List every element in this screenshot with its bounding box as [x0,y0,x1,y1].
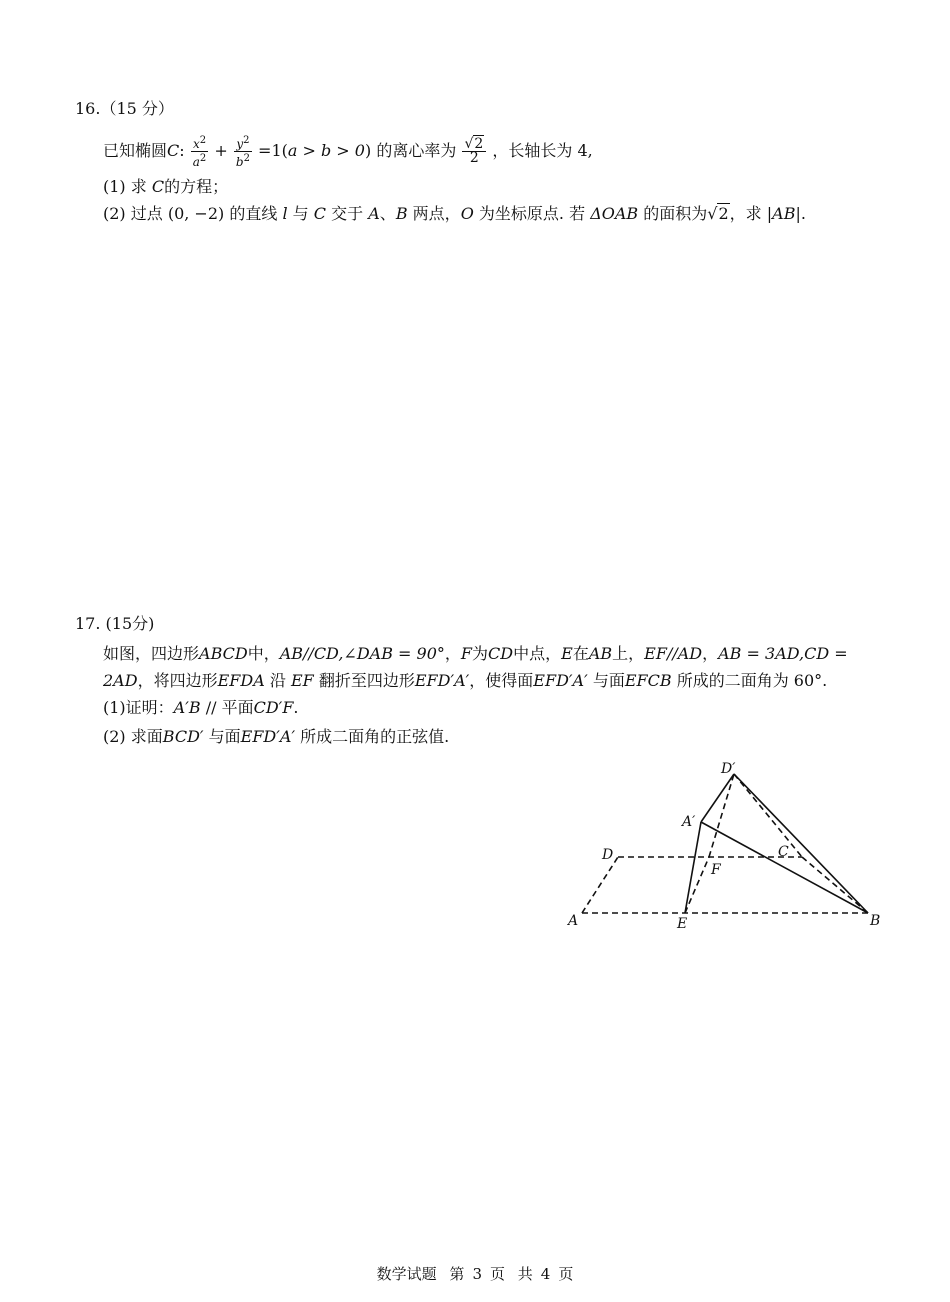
fraction-x2-a2: $\frac{x^2}{a^2}$ [192,135,207,169]
problem-points: （15 分） [100,99,174,118]
label-C: C [778,844,789,860]
problem-17-statement-line-2: 2AD，将四边形EFDA 沿 EF 翻折至四边形EFD′A′，使得面EFD′A′ 与面EFCB 所成的二面角为 60°. [103,671,828,690]
page-footer: 数学试题 第 3 页 共 4 页 [376,1265,574,1283]
edge-A-D [582,857,618,913]
problem-number: 17. [75,614,101,633]
label-B: B [870,913,881,929]
folded-quadrilateral-figure [556,758,896,938]
edge-D-prime-B [734,774,868,913]
problem-16-statement: 已知椭圆C: $\frac{x^2}{a^2}$ + $\frac{y^2}{b^2}$ =1(a > b > 0) 的离心率为 $\frac{√2}{2}$ ，长轴长为 4, [103,135,593,169]
problem-17-statement-line-1: 如图，四边形ABCD中，AB//CD,∠DAB = 90°，F为CD中点，E在AB上，EF//AD，AB = 3AD,CD = [103,644,848,663]
label-A: A [568,913,579,929]
problem-17-part-1: (1)证明：A′B // 平面CD′F. [103,698,299,717]
problem-points: (15分) [105,614,155,633]
problem-17-header [75,613,154,635]
label-A-prime: A′ [682,814,696,830]
edge-C-B [802,857,868,913]
edge-A-prime-B [701,822,868,913]
edge-E-F [685,857,709,913]
footer-subject: 数学试题 [376,1265,437,1283]
edge-A-prime-D-prime [701,774,734,822]
footer-page: 3 [472,1265,482,1283]
label-F: F [711,862,721,878]
fraction-y2-b2: $\frac{y^2}{b^2}$ [235,135,250,169]
label-E: E [677,916,688,932]
fraction-eccentricity: $\frac{√2}{2}$ [462,138,486,165]
problem-16-part-1: (1) 求 C的方程； [103,177,229,196]
footer-total: 4 [540,1265,551,1283]
edge-E-A-prime [685,822,701,913]
problem-number: 16. [75,99,101,118]
problem-16-header [75,98,174,120]
label-D-prime: D′ [721,761,736,777]
problem-16-part-2: (2) 过点 (0, −2) 的直线 l 与 C 交于 A、B 两点，O 为坐标原点. 若 ΔOAB 的面积为√2，求 |AB|. [103,204,806,223]
problem-17-part-2: (2) 求面BCD′ 与面EFD′A′ 所成二面角的正弦值. [103,727,450,746]
edge-F-D-prime [709,774,734,857]
edge-D-prime-C [734,774,802,857]
label-D: D [602,847,614,863]
